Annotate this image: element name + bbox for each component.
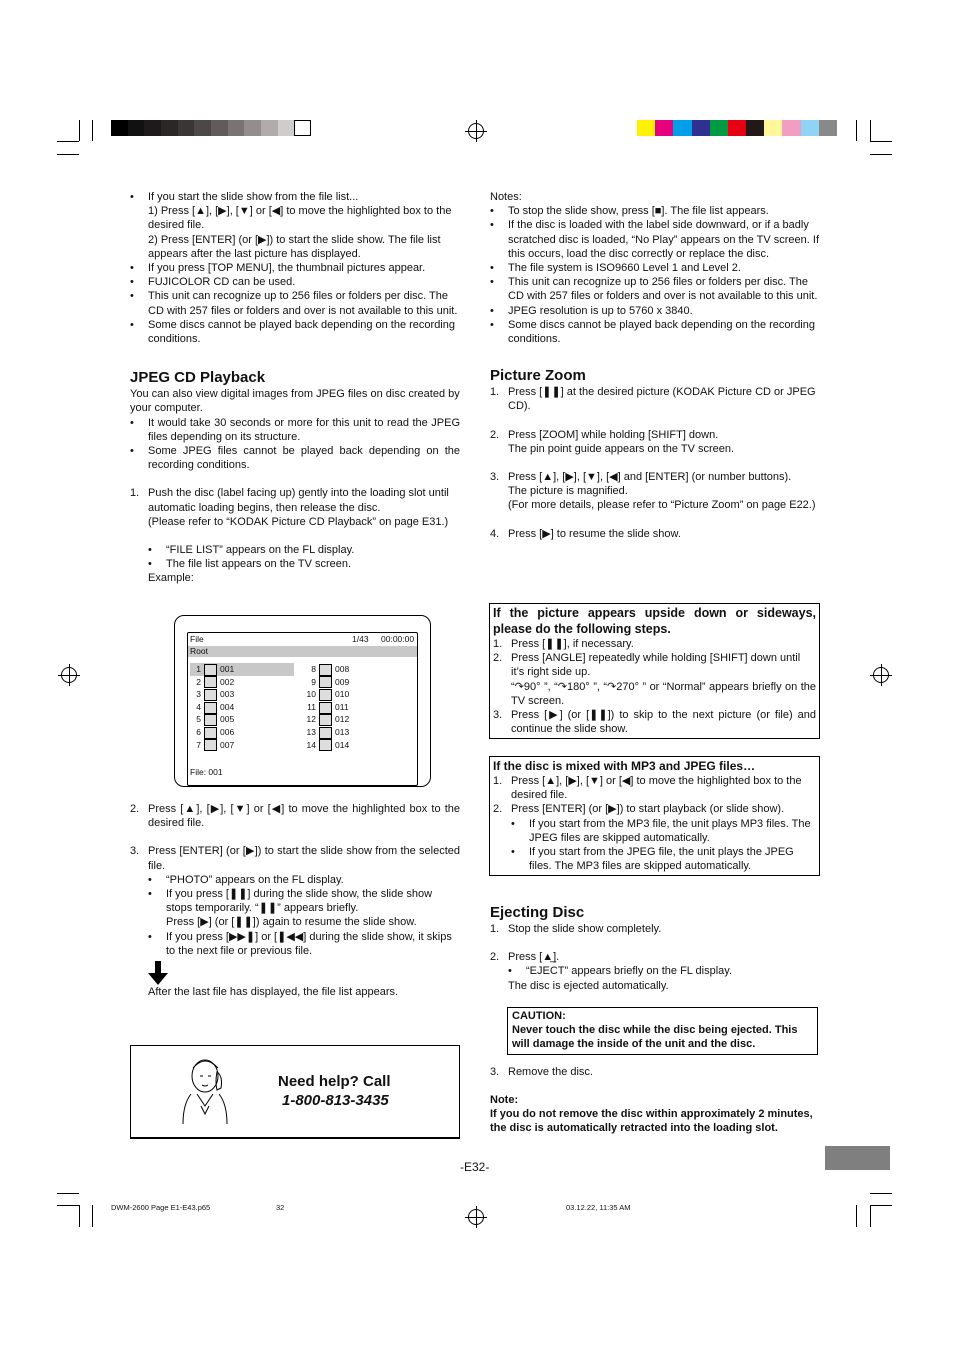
file-index: 1 — [196, 664, 201, 674]
registration-mark — [61, 667, 77, 683]
folder-bar — [188, 646, 417, 657]
jpeg-step-2: 2. Press [▲], [▶], [▼] or [◀] to move the highlighted box to the desired file. — [130, 803, 460, 830]
footer-date: 03.12.22, 11:35 AM — [566, 1203, 631, 1212]
image-file-icon — [319, 739, 332, 751]
file-name: 011 — [335, 701, 349, 712]
file-row[interactable] — [190, 701, 300, 714]
jpeg-step-3: 3. Press [ENTER] (or [▶]) to start the slide show from the selected file. — [130, 845, 460, 872]
footer-num: 32 — [276, 1203, 285, 1212]
color-swatch — [764, 120, 783, 136]
image-file-icon — [319, 689, 332, 701]
file-index: 3 — [196, 689, 201, 700]
crop-mark — [856, 1205, 857, 1227]
step-bullet: • “EJECT” appears briefly on the FL display. — [490, 964, 820, 978]
step-text: Press [▲̲]. — [508, 951, 560, 964]
file-name: 004 — [220, 701, 235, 712]
image-file-icon — [204, 664, 217, 676]
eject-section — [490, 904, 820, 993]
note-text: If you do not remove the disc within approximately 2 minutes, the disc is automatically retracted into the loading slot. — [490, 1108, 813, 1135]
step-text: Press [▲], [▶], [▼] or [◀] to move the highlighted box to the desired file. — [148, 803, 460, 830]
color-swatch — [128, 120, 145, 136]
jpeg-step-1: 1. Push the disc (label facing up) gently into the loading slot until automatic loading begins, then release the disc. — [130, 487, 449, 514]
file-name: 008 — [335, 664, 350, 674]
eject-step-2: 2. Press [▲̲]. — [490, 951, 560, 964]
file-index: 7 — [196, 739, 201, 750]
color-swatch — [710, 120, 729, 136]
mixed-step-2: 2. Press [ENTER] (or [▶]) to start playback (or slide show). — [493, 803, 785, 816]
color-swatch — [161, 120, 178, 136]
file-index: 6 — [196, 726, 201, 737]
file-row[interactable] — [305, 676, 415, 689]
zoom-step-2: 2. Press [ZOOM] while holding [SHIFT] down. — [490, 428, 719, 441]
image-file-icon — [319, 714, 332, 726]
file-index: 4 — [196, 701, 201, 712]
file-name: 003 — [220, 689, 235, 700]
screen-folder: Root — [190, 646, 208, 656]
crop-mark — [870, 1193, 892, 1194]
screen-footer: File: 001 — [190, 767, 223, 777]
step-text: Press [❚❚] at the desired picture (KODAK Picture CD or JPEG CD). — [508, 386, 816, 413]
file-index: 2 — [196, 676, 201, 687]
screen-time: 00:00:00 — [381, 634, 415, 644]
zoom-section-title: Picture Zoom — [490, 367, 586, 385]
crop-mark — [870, 141, 892, 142]
help-box — [130, 1045, 460, 1139]
intro-bullet: • FUJICOLOR CD can be used. — [130, 275, 460, 289]
color-swatch — [294, 120, 311, 136]
step-bullet: • “FILE LIST” appears on the FL display. — [130, 543, 460, 557]
step-bullet: • “PHOTO” appears on the FL display. — [130, 873, 460, 887]
crop-mark — [57, 141, 79, 142]
color-swatch — [194, 120, 211, 136]
note-bullet: • JPEG resolution is up to 5760 x 3840. — [490, 304, 820, 318]
color-swatch — [144, 120, 161, 136]
crop-mark — [92, 1205, 93, 1227]
crop-mark — [57, 154, 79, 155]
example-label: Example: — [148, 572, 194, 585]
color-swatch — [278, 120, 295, 136]
intro-bullet: • This unit can recognize up to 256 files or folders per disc. The CD with 257 files or folders and over is not available to this unit. — [130, 289, 460, 317]
intro-bullet: • If you press [TOP MENU], the thumbnail pictures appear. — [130, 261, 460, 275]
step-text: Press [❚❚], if necessary. — [511, 638, 634, 650]
color-swatch — [244, 120, 261, 136]
file-name: 013 — [335, 726, 350, 737]
step-text: Press [▲], [▶], [▼], [◀] and [ENTER] (or number buttons). — [508, 471, 792, 484]
intro-step: 2) Press [ENTER] (or [▶]) to start the slide show. The file list appears after the last picture has displayed. — [148, 233, 441, 260]
color-swatch — [819, 120, 838, 136]
step-text: Press [ANGLE] repeatedly while holding [SHIFT] down until it’s right side up. — [511, 652, 801, 679]
color-swatch — [673, 120, 692, 136]
file-name: 005 — [220, 714, 235, 725]
intro-step: 1) Press [▲], [▶], [▼] or [◀] to move the highlighted box to the desired file. — [148, 205, 452, 232]
eject-step-3: 3. Remove the disc. — [490, 1066, 593, 1078]
step-bullet: • If you start from the JPEG file, the unit plays the JPEG files. The MP3 files are skipped automatically. — [493, 845, 816, 873]
note-block — [490, 1093, 822, 1136]
image-file-icon — [319, 664, 332, 676]
step-detail: The disc is ejected automatically. — [508, 979, 669, 992]
caution-text: Never touch the disc while the disc being ejected. This will damage the inside of the unit and the disc. — [512, 1024, 798, 1051]
registration-mark — [468, 123, 484, 139]
zoom-step-1: 1. Press [❚❚] at the desired picture (KODAK Picture CD or JPEG CD). — [490, 386, 816, 413]
file-row[interactable] — [190, 726, 300, 739]
color-swatch — [111, 120, 128, 136]
step-ref: (Please refer to “KODAK Picture CD Playback” on page E31.) — [148, 515, 449, 528]
upside-step-2: 2. Press [ANGLE] repeatedly while holding [SHIFT] down until it’s right side up. — [493, 652, 801, 679]
right-column — [490, 190, 820, 541]
file-row[interactable] — [305, 663, 415, 676]
upside-down-box — [489, 603, 820, 739]
image-file-icon — [204, 702, 217, 714]
upside-step-1: 1. Press [❚❚], if necessary. — [493, 638, 634, 650]
file-name: 007 — [220, 739, 235, 750]
screen-label: File — [190, 634, 204, 644]
color-swatch — [228, 120, 245, 136]
step-text: Stop the slide show completely. — [508, 923, 662, 935]
eject-section-title: Ejecting Disc — [490, 904, 585, 921]
phone-person-icon — [179, 1054, 231, 1131]
image-file-icon — [204, 727, 217, 739]
gray-calibration-bar — [111, 120, 311, 136]
registration-mark — [873, 667, 889, 683]
image-file-icon — [204, 714, 217, 726]
notes-title: Notes: — [490, 191, 522, 203]
page-tab-marker — [825, 1146, 890, 1170]
file-column-right — [305, 663, 415, 751]
step-bullet: • If you start from the MP3 file, the unit plays MP3 files. The JPEG files are skipped automatically. — [493, 817, 816, 845]
color-swatch — [692, 120, 711, 136]
jpeg-section-title: JPEG CD Playback — [130, 369, 266, 387]
upside-title: If the picture appears upside down or sideways, please do the following steps. — [493, 606, 816, 636]
file-name: 002 — [220, 676, 235, 687]
crop-mark — [79, 1205, 80, 1227]
file-name: 014 — [335, 739, 350, 750]
intro-bullet: • Some discs cannot be played back depending on the recording conditions. — [130, 318, 460, 346]
file-index: 11 — [307, 701, 316, 712]
registration-mark — [468, 1209, 484, 1225]
help-line-1: Need help? Call — [278, 1073, 391, 1090]
file-row[interactable] — [190, 663, 294, 676]
crop-mark — [856, 120, 857, 141]
file-index: 8 — [311, 664, 316, 674]
file-index: 13 — [306, 726, 316, 737]
color-swatch — [211, 120, 228, 136]
crop-mark — [870, 1205, 892, 1206]
color-swatch — [261, 120, 278, 136]
step-text: Press [ZOOM] while holding [SHIFT] down. — [508, 428, 719, 441]
file-name: 012 — [335, 714, 350, 725]
note-bullet: • Some discs cannot be played back depending on the recording conditions. — [490, 318, 820, 346]
crop-mark — [57, 1205, 79, 1206]
crop-mark — [79, 120, 80, 141]
crop-mark — [870, 120, 871, 141]
left-column-lower — [130, 802, 460, 958]
zoom-step-3: 3. Press [▲], [▶], [▼], [◀] and [ENTER] (or number buttons). — [490, 471, 792, 484]
file-row[interactable] — [305, 688, 415, 701]
upside-step-3: 3. Press [▶] (or [❚❚]) to skip to the next picture (or file) and continue the slide show. — [493, 709, 816, 736]
zoom-step-4: 4. Press [▶] to resume the slide show. — [490, 527, 681, 540]
file-row[interactable] — [190, 676, 300, 689]
color-swatch — [801, 120, 820, 136]
note-title: Note: — [490, 1094, 519, 1106]
help-phone-number: 1-800-813-3435 — [282, 1092, 389, 1109]
file-name: 006 — [220, 726, 235, 737]
file-row[interactable] — [190, 713, 300, 726]
footer-file: DWM-2600 Page E1-E43.p65 — [111, 1203, 211, 1212]
color-calibration-bar — [637, 120, 837, 136]
image-file-icon — [204, 739, 217, 751]
image-file-icon — [319, 727, 332, 739]
step-text: Push the disc (label facing up) gently into the loading slot until automatic loading begins, then release the disc. — [148, 487, 449, 514]
note-bullet: • This unit can recognize up to 256 files or folders per disc. The CD with 257 files or folders and over is not available to this unit. — [490, 275, 820, 303]
left-column — [130, 190, 460, 586]
caution-title: CAUTION: — [512, 1010, 566, 1022]
step-text: Press [▲], [▶], [▼] or [◀] to move the highlighted box to the desired file. — [511, 775, 802, 802]
file-row[interactable] — [305, 739, 415, 752]
jpeg-lead: You can also view digital images from JPEG files on disc created by your computer. — [130, 388, 460, 415]
caution-box — [507, 1007, 818, 1055]
crop-mark — [870, 1205, 871, 1227]
intro-bullet: • If you start the slide show from the file list... — [130, 190, 460, 204]
page-number: -E32- — [460, 1160, 490, 1174]
color-swatch — [728, 120, 747, 136]
after-text: After the last file has displayed, the file list appears. — [148, 986, 399, 998]
mixed-disc-box — [489, 756, 820, 876]
note-bullet: • To stop the slide show, press [■]. The file list appears. — [490, 204, 820, 218]
step-text: Press [▶] to resume the slide show. — [508, 527, 681, 540]
file-name: 001 — [220, 664, 235, 674]
note-bullet: • The file system is ISO9660 Level 1 and Level 2. — [490, 261, 820, 275]
color-swatch — [178, 120, 195, 136]
file-index: 14 — [306, 739, 316, 750]
file-row[interactable] — [305, 713, 415, 726]
file-name: 010 — [335, 689, 350, 700]
step-text: Press [ENTER] (or [▶]) to start the slide show from the selected file. — [148, 845, 460, 872]
file-row[interactable] — [190, 739, 300, 752]
file-row[interactable] — [305, 701, 415, 714]
file-list-screen — [174, 615, 431, 787]
step-continuation: Press [▶] (or [❚❚]) again to resume the slide show. — [166, 916, 417, 929]
step-detail: (For more details, please refer to “Picture Zoom” on page E22.) — [508, 499, 816, 512]
crop-mark — [870, 154, 892, 155]
step-bullet: • The file list appears on the TV screen. — [130, 557, 460, 571]
image-file-icon — [204, 676, 217, 688]
file-index: 10 — [306, 689, 316, 700]
note-bullet: • If the disc is loaded with the label side downward, or if a badly scratched disc is loaded, “No Play” appears on the TV screen. If this occurs, load the disc correctly or replace the disc. — [490, 218, 820, 261]
jpeg-bullet: • Some JPEG files cannot be played back depending on the recording conditions. — [130, 444, 460, 472]
file-row[interactable] — [190, 688, 300, 701]
color-swatch — [746, 120, 765, 136]
file-name: 009 — [335, 676, 350, 687]
color-swatch — [782, 120, 801, 136]
image-file-icon — [204, 689, 217, 701]
step-bullet: • If you press [▶▶❚] or [❚◀◀] during the slide show, it skips to the next file or previous file. — [130, 930, 460, 958]
crop-mark — [92, 120, 93, 141]
screen-count: 1/43 — [352, 634, 369, 644]
eject-step-1: 1. Stop the slide show completely. — [490, 923, 662, 935]
jpeg-bullet: • It would take 30 seconds or more for this unit to read the JPEG files depending on its structure. — [130, 416, 460, 444]
file-index: 9 — [311, 676, 316, 687]
step-detail: The pin point guide appears on the TV screen. — [508, 442, 735, 455]
step-text: Press [ENTER] (or [▶]) to start playback (or slide show). — [511, 803, 785, 816]
color-swatch — [637, 120, 656, 136]
step-detail: “↷90° ”, “↷180° ”, “↷270° ” or “Normal” appears briefly on the TV screen. — [511, 680, 816, 707]
step-text: Press [▶] (or [❚❚]) to skip to the next picture (or file) and continue the slide show. — [511, 709, 816, 736]
file-row[interactable] — [305, 726, 415, 739]
color-swatch — [655, 120, 674, 136]
step-detail: The picture is magnified. — [508, 485, 628, 498]
mixed-step-1: 1. Press [▲], [▶], [▼] or [◀] to move the highlighted box to the desired file. — [493, 775, 802, 802]
step-bullet: • If you press [❚❚] during the slide show, the slide show stops temporarily. “❚❚” appears briefly. — [130, 887, 460, 915]
mixed-title: If the disc is mixed with MP3 and JPEG files… — [493, 759, 756, 773]
file-index: 12 — [306, 714, 316, 725]
image-file-icon — [319, 702, 332, 714]
file-column-left — [190, 663, 300, 751]
crop-mark — [57, 1193, 79, 1194]
step-text: Remove the disc. — [508, 1066, 593, 1078]
image-file-icon — [319, 676, 332, 688]
file-index: 5 — [196, 714, 201, 725]
